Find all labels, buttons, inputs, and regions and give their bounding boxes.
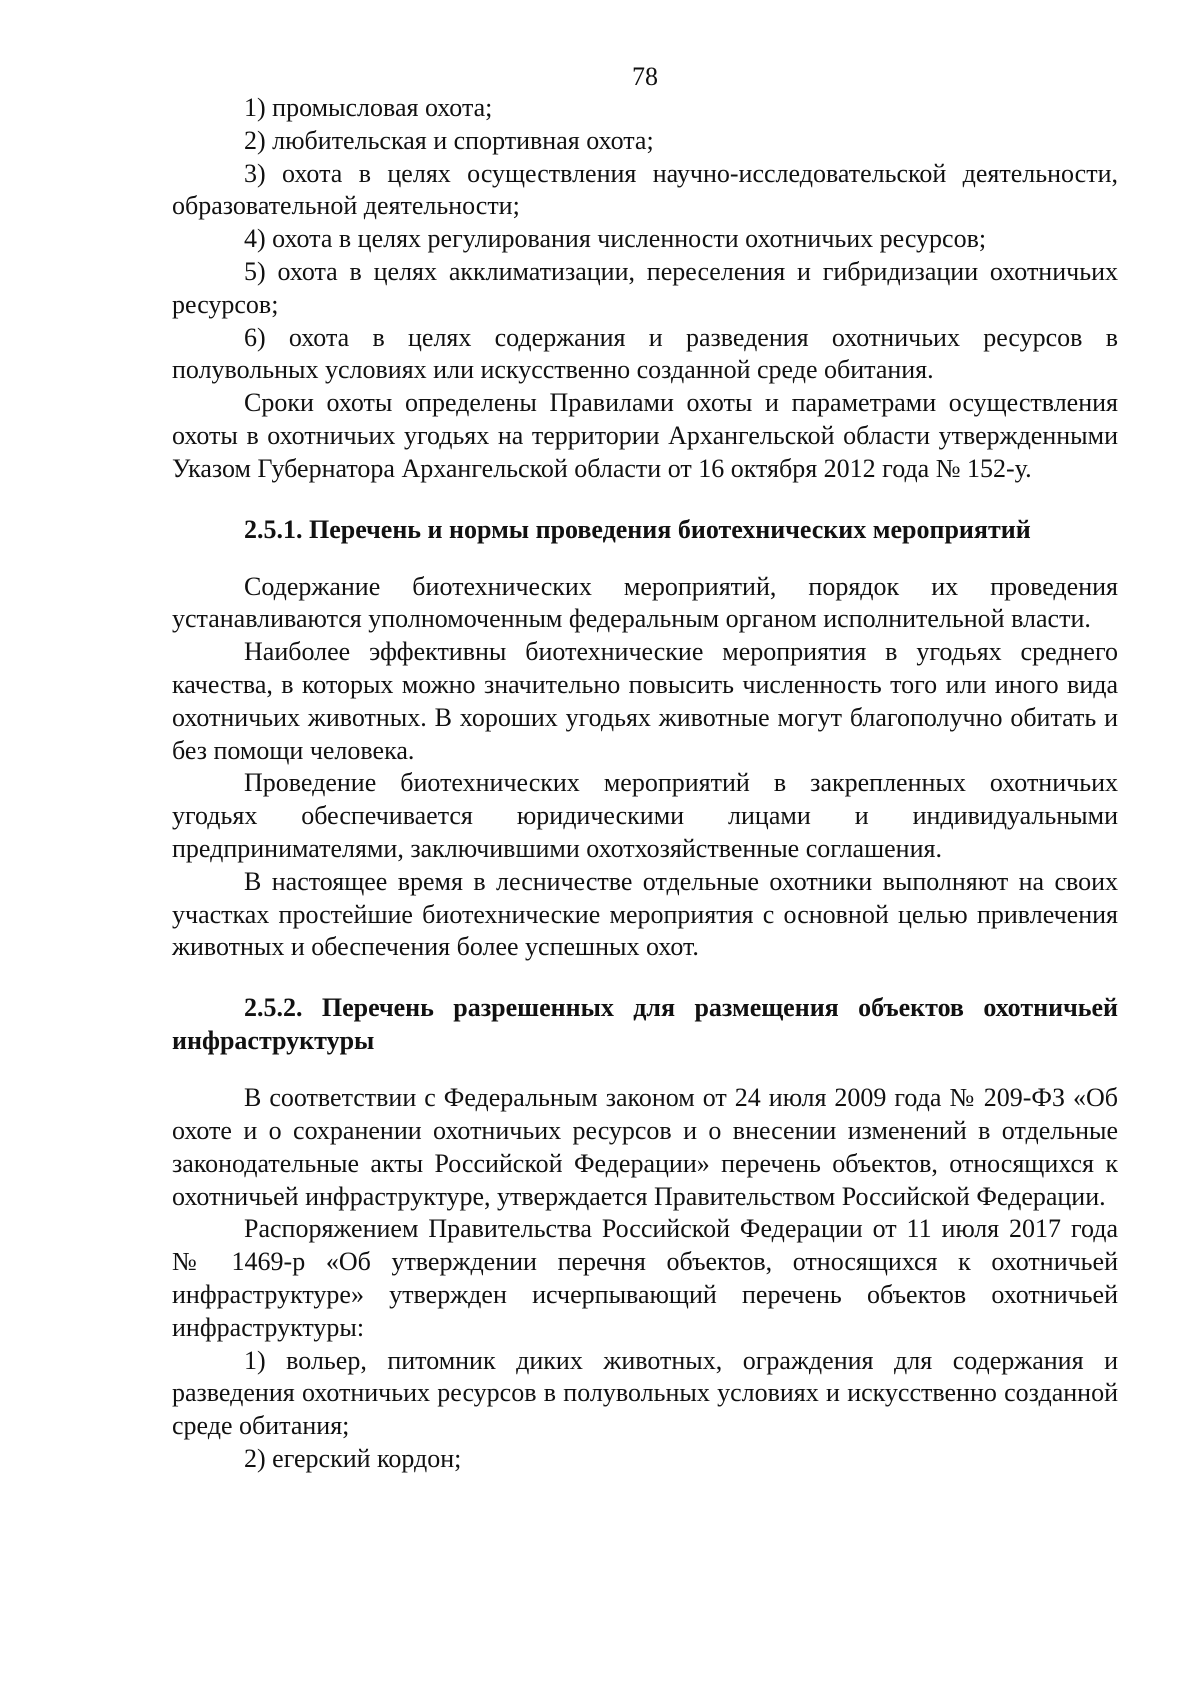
hunting-type-item-2: 2) любительская и спортивная охота; [244,125,654,155]
spacer [172,486,1118,513]
section-2-5-1-paragraph-4: В настоящее время в лесничестве отдельные охотники выполняют на своих участках простейшие биотехнические мероприятия с основной целью привлечения животных и обеспечения более успешных охот. [172,866,1118,962]
document-page [172,62,1118,1476]
infrastructure-item-2: 2) егерский кордон; [244,1443,462,1473]
section-heading-2-5-1: 2.5.1. Перечень и нормы проведения биотехнических мероприятий [244,514,1031,544]
hunting-type-item-1: 1) промысловая охота; [244,93,493,122]
spacer [172,546,1118,571]
hunting-type-item-5: 5) охота в целях акклиматизации, переселения и гибридизации охотничьих ресурсов; [172,256,1118,319]
section-2-5-1-paragraph-1: Содержание биотехнических мероприятий, порядок их проведения устанавливаются уполномоченным федеральным органом исполнительной власти. [172,571,1118,634]
hunting-periods-paragraph: Сроки охоты определены Правилами охоты и параметрами осуществления охоты в охотничьих угодьях на территории Архангельской области утвержденными Указом Губернатора Архангельской области от 16 октября 2012 года № 152-у. [172,388,1118,483]
infrastructure-item-1: 1) вольер, питомник диких животных, ограждения для содержания и разведения охотничьих ресурсов в полувольных условиях и искусственно созданной среде обитания; [172,1345,1118,1441]
page-number: 78 [632,62,658,91]
section-2-5-1-paragraph-2: Наиболее эффективны биотехнические мероприятия в угодьях среднего качества, в которых можно значительно повысить численность того или иного вида охотничьих животных. В хороших угодьях животные могут благополучно обитать и без помощи человека. [172,637,1118,765]
section-2-5-1-paragraph-3: Проведение биотехнических мероприятий в закрепленных охотничьих угодьях обеспечивается юридическими лицами и индивидуальными предпринимателями, заключившими охотхозяйственные соглашения. [172,768,1118,863]
hunting-type-item-6: 6) охота в целях содержания и разведения охотничьих ресурсов в полувольных условиях или искусственно созданной среде обитания. [172,322,1118,385]
section-2-5-2-paragraph-2: Распоряжением Правительства Российской Федерации от 11 июля 2017 года № 1469-р «Об утверждении перечня объектов, относящихся к охотничьей инфраструктуре» утвержден исчерпывающий перечень объектов охотничьей инфраструктуры: [172,1214,1118,1342]
hunting-type-item-4: 4) охота в целях регулирования численности охотничьих ресурсов; [244,224,987,254]
hunting-type-item-3: 3) охота в целях осуществления научно-исследовательской деятельности, образовательной деятельности; [172,158,1118,221]
spacer [172,1057,1118,1082]
section-2-5-2-paragraph-1: В соответствии с Федеральным законом от 24 июля 2009 года № 209-ФЗ «Об охоте и о сохранении охотничьих ресурсов и о внесении изменений в отдельные законодательные акты Российской Федерации» перечень объектов, относящихся к охотничьей инфраструктуре, утверждается Правительством Российской Федерации. [172,1083,1118,1211]
spacer [172,964,1118,991]
section-heading-2-5-2: 2.5.2. Перечень разрешенных для размещения объектов охотничьей инфраструктуры [172,993,1118,1056]
